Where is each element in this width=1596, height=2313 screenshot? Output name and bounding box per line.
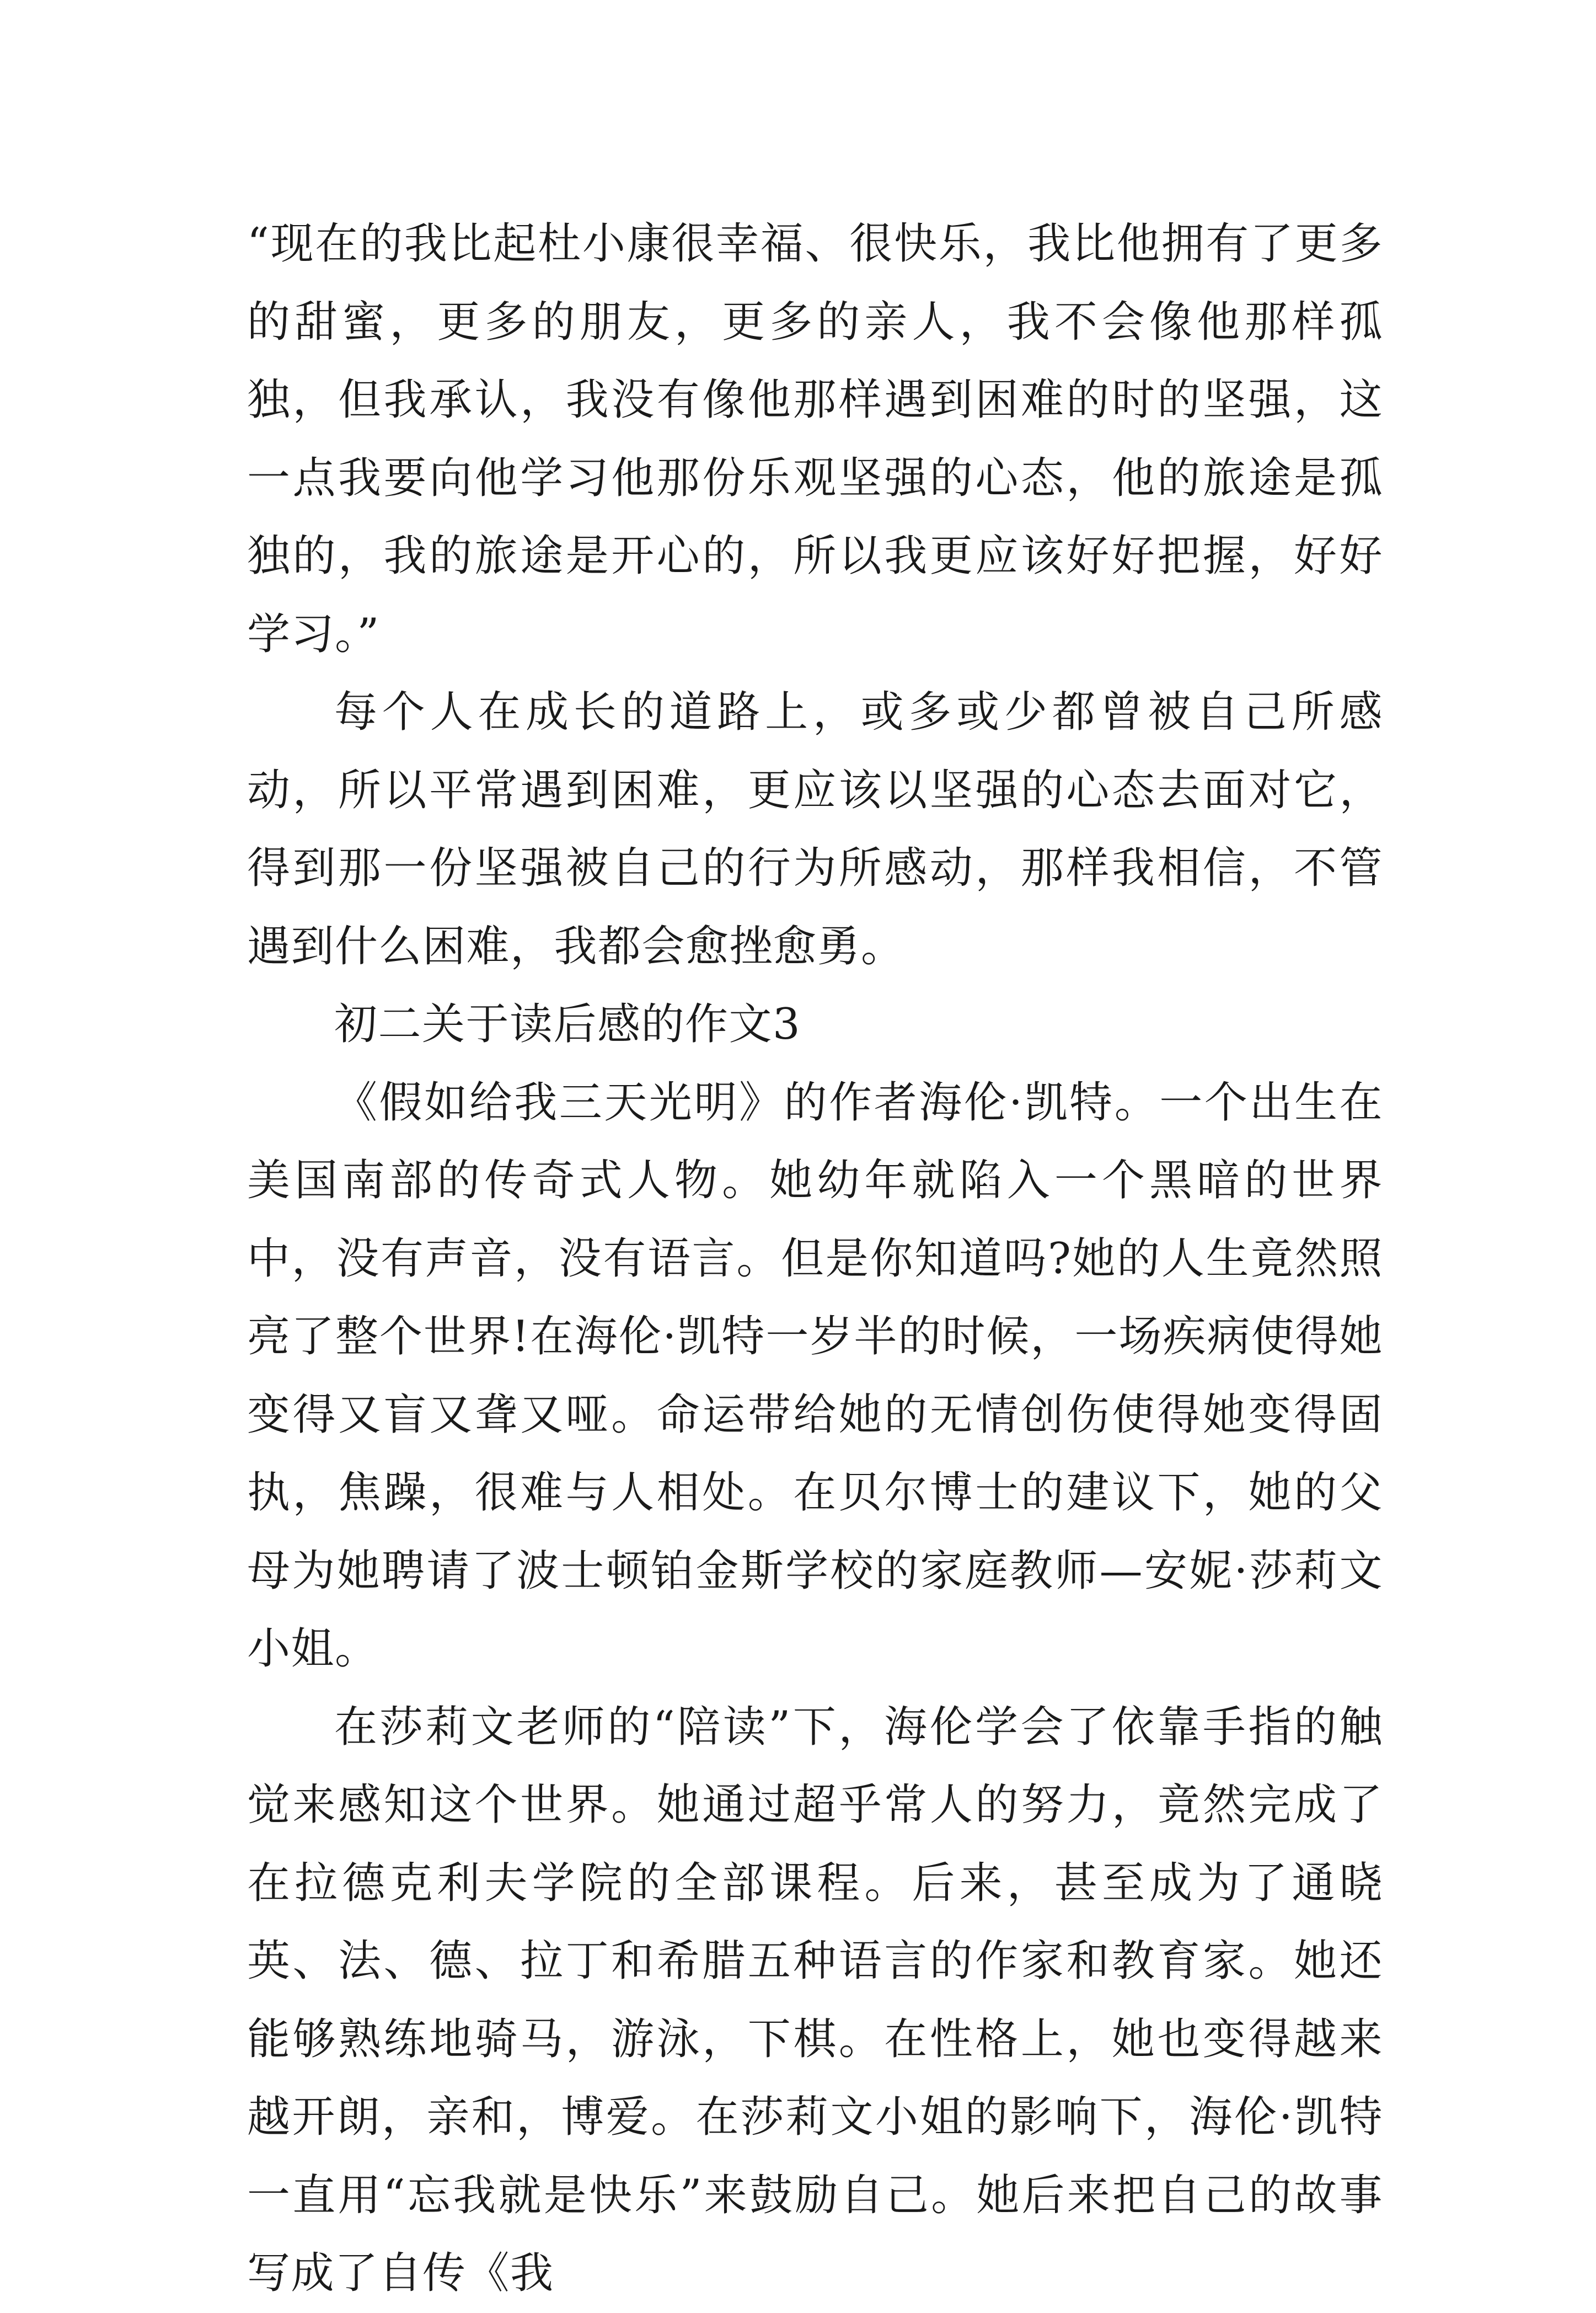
section-heading: 初二关于读后感的作文3 [334,1000,801,1049]
paragraph-reflection: 每个人在成长的道路上，或多或少都曾被自己所感动，所以平常遇到困难，更应该以坚强的心态去面对它，得到那一份坚强被自己的行为所感动，那样我相信，不管遇到什么困难，我都会愈挫愈勇。 [247,687,1383,971]
document-body [247,205,1383,2313]
paragraph-helen-keller-achievements: 在莎莉文老师的“陪读”下，海伦学会了依靠手指的触觉来感知这个世界。她通过超乎常人的努力，竟然完成了在拉德克利夫学院的全部课程。后来，甚至成为了通晓英、法、德、拉丁和希腊五种语言的作家和教育家。她还能够熟练地骑马，游泳，下棋。在性格上，她也变得越来越开朗，亲和，博爱。在莎莉文小姐的影响下，海伦·凯特一直用“忘我就是快乐”来鼓励自己。她后来把自己的故事写成了自传《我 [247,1702,1383,2298]
paragraph-closing-quote: “现在的我比起杜小康很幸福、很快乐，我比他拥有了更多的甜蜜，更多的朋友，更多的亲人，我不会像他那样孤独，但我承认，我没有像他那样遇到困难的时的坚强，这一点我要向他学习他那份乐观坚强的心态，他的旅途是孤独的，我的旅途是开心的，所以我更应该好好把握，好好学习。” [247,219,1383,659]
paragraph-helen-keller-intro: 《假如给我三天光明》的作者海伦·凯特。一个出生在美国南部的传奇式人物。她幼年就陷入一个黑暗的世界中，没有声音，没有语言。但是你知道吗?她的人生竟然照亮了整个世界!在海伦·凯特一岁半的时候，一场疾病使得她变得又盲又聋又哑。命运带给她的无情创伤使得她变得固执，焦躁，很难与人相处。在贝尔博士的建议下，她的父母为她聘请了波士顿铂金斯学校的家庭教师—安妮·莎莉文小姐。 [247,1077,1383,1674]
